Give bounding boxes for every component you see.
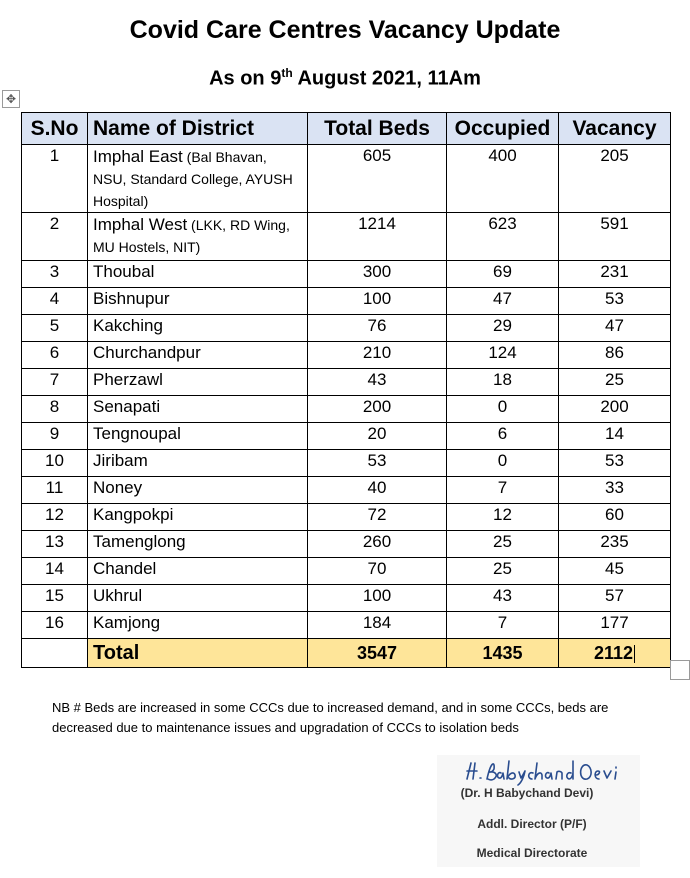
cell-sno: 9 xyxy=(22,423,88,450)
cell-district xyxy=(88,558,308,585)
cell-district xyxy=(88,288,308,315)
subtitle-prefix: As on 9 xyxy=(209,67,282,90)
cell-occupied: 25 xyxy=(447,558,559,585)
cell-vacancy: 53 xyxy=(559,450,671,477)
table-row xyxy=(22,396,671,423)
district-name: Tengnoupal xyxy=(93,424,181,443)
cell-district xyxy=(88,315,308,342)
cell-total-beds: 184 xyxy=(308,612,447,639)
district-name: Ukhrul xyxy=(93,586,143,605)
district-name: Thoubal xyxy=(93,262,155,281)
cell-vacancy: 200 xyxy=(559,396,671,423)
cell-district xyxy=(88,477,308,504)
cell-total-beds: 100 xyxy=(308,585,447,612)
district-name: Jiribam xyxy=(93,451,148,470)
table-row xyxy=(22,504,671,531)
cell-vacancy: 60 xyxy=(559,504,671,531)
cell-sno: 7 xyxy=(22,369,88,396)
header-vacancy: Vacancy xyxy=(559,113,671,145)
cell-sno: 14 xyxy=(22,558,88,585)
cell-vacancy: 591 xyxy=(559,213,671,261)
cell-sno: 15 xyxy=(22,585,88,612)
cell-occupied-sum xyxy=(447,639,559,668)
document-title: Covid Care Centres Vacancy Update xyxy=(129,16,561,44)
cell-occupied: 400 xyxy=(447,145,559,213)
district-name: Imphal East xyxy=(93,147,183,166)
cell-sno: 6 xyxy=(22,342,88,369)
cell-vacancy: 235 xyxy=(559,531,671,558)
cell-total-beds: 210 xyxy=(308,342,447,369)
signature-block xyxy=(437,755,640,867)
cell-district xyxy=(88,261,308,288)
district-name: Noney xyxy=(93,478,143,497)
cell-occupied: 12 xyxy=(447,504,559,531)
cell-total-beds: 1214 xyxy=(308,213,447,261)
cell-total-beds: 40 xyxy=(308,477,447,504)
cell-vacancy: 33 xyxy=(559,477,671,504)
signatory-name: (Dr. H Babychand Devi) xyxy=(460,786,594,800)
cell-occupied: 18 xyxy=(447,369,559,396)
subtitle-suffix: August 2021, 11Am xyxy=(292,67,481,90)
cell-sno: 2 xyxy=(22,213,88,261)
cell-district xyxy=(88,369,308,396)
document-subtitle xyxy=(0,66,690,91)
cell-occupied: 0 xyxy=(447,450,559,477)
cell-total-beds: 70 xyxy=(308,558,447,585)
cell-occupied-sum-text: 1435 xyxy=(482,643,523,663)
cell-total-beds: 20 xyxy=(308,423,447,450)
cell-total-beds: 300 xyxy=(308,261,447,288)
table-row xyxy=(22,145,671,213)
district-name: Kangpokpi xyxy=(93,505,174,524)
cell-occupied: 7 xyxy=(447,477,559,504)
district-name: Tamenglong xyxy=(93,532,186,551)
cell-vacancy: 231 xyxy=(559,261,671,288)
header-sno: S.No xyxy=(22,113,88,145)
signatory-designation: Addl. Director (P/F) xyxy=(477,817,587,831)
cell-district xyxy=(88,585,308,612)
handwritten-signature xyxy=(461,757,636,787)
cell-occupied: 47 xyxy=(447,288,559,315)
table-row xyxy=(22,315,671,342)
cell-total-beds: 260 xyxy=(308,531,447,558)
cell-occupied: 29 xyxy=(447,315,559,342)
table-row xyxy=(22,450,671,477)
district-name: Chandel xyxy=(93,559,157,578)
table-header-row xyxy=(22,113,671,145)
cell-vacancy: 45 xyxy=(559,558,671,585)
cell-total-beds: 100 xyxy=(308,288,447,315)
vacancy-table xyxy=(21,112,671,668)
table-row xyxy=(22,213,671,261)
cell-occupied: 25 xyxy=(447,531,559,558)
table-row xyxy=(22,423,671,450)
table-row xyxy=(22,288,671,315)
cell-sno: 16 xyxy=(22,612,88,639)
table-row xyxy=(22,369,671,396)
cell-total-beds: 53 xyxy=(308,450,447,477)
header-occupied: Occupied xyxy=(447,113,559,145)
cell-vacancy-sum-text: 2112 xyxy=(593,643,634,663)
cell-sno: 8 xyxy=(22,396,88,423)
cell-sno: 5 xyxy=(22,315,88,342)
cell-vacancy: 47 xyxy=(559,315,671,342)
cell-total-beds: 43 xyxy=(308,369,447,396)
district-name: Bishnupur xyxy=(93,289,170,308)
cell-occupied: 0 xyxy=(447,396,559,423)
cell-vacancy: 53 xyxy=(559,288,671,315)
table-row xyxy=(22,585,671,612)
table-row xyxy=(22,558,671,585)
cell-sno: 13 xyxy=(22,531,88,558)
district-centres: (Bal Bhavan, NSU, Standard College, AYUSH Hospital) xyxy=(93,149,293,209)
cell-district xyxy=(88,213,308,261)
header-district: Name of District xyxy=(88,113,308,145)
district-name: Pherzawl xyxy=(93,370,163,389)
table-row xyxy=(22,261,671,288)
cell-vacancy: 25 xyxy=(559,369,671,396)
cell-occupied: 6 xyxy=(447,423,559,450)
district-name: Senapati xyxy=(93,397,161,416)
move-arrows-icon[interactable]: ✥ xyxy=(2,90,20,108)
cell-district xyxy=(88,504,308,531)
cell-district xyxy=(88,342,308,369)
cell-sno: 1 xyxy=(22,145,88,213)
table-row xyxy=(22,531,671,558)
cell-sno: 10 xyxy=(22,450,88,477)
signatory-office: Medical Directorate xyxy=(476,846,588,860)
cell-total-label xyxy=(88,639,308,668)
cell-occupied: 7 xyxy=(447,612,559,639)
cell-total-beds: 76 xyxy=(308,315,447,342)
table-body xyxy=(22,145,671,668)
cell-total-beds: 605 xyxy=(308,145,447,213)
district-name: Imphal West xyxy=(93,215,188,234)
district-centres: (LKK, RD Wing, MU Hostels, NIT) xyxy=(93,217,290,255)
district-name: Kamjong xyxy=(93,613,161,632)
cell-vacancy: 14 xyxy=(559,423,671,450)
cell-sno: 4 xyxy=(22,288,88,315)
cell-district xyxy=(88,450,308,477)
table-row xyxy=(22,342,671,369)
cell-occupied: 69 xyxy=(447,261,559,288)
cell-total-beds-sum-text: 3547 xyxy=(356,643,398,663)
cell-vacancy: 177 xyxy=(559,612,671,639)
cell-occupied: 43 xyxy=(447,585,559,612)
cell-sno: 12 xyxy=(22,504,88,531)
cell-district xyxy=(88,612,308,639)
table-row xyxy=(22,477,671,504)
district-name: Churchandpur xyxy=(93,343,201,362)
cell-total-label-text: Total xyxy=(93,642,140,664)
total-row xyxy=(22,639,671,668)
cell-district xyxy=(88,145,308,213)
cell-district xyxy=(88,396,308,423)
cell-vacancy: 205 xyxy=(559,145,671,213)
cell-district xyxy=(88,531,308,558)
cell-total-beds-sum xyxy=(308,639,447,668)
cell-total-blank xyxy=(22,639,88,668)
header-total-beds: Total Beds xyxy=(308,113,447,145)
cell-vacancy: 57 xyxy=(559,585,671,612)
cell-total-beds: 200 xyxy=(308,396,447,423)
cell-occupied: 124 xyxy=(447,342,559,369)
cell-sno: 3 xyxy=(22,261,88,288)
district-name: Kakching xyxy=(93,316,163,335)
table-row xyxy=(22,612,671,639)
resize-square-icon[interactable] xyxy=(670,660,690,680)
cell-total-beds: 72 xyxy=(308,504,447,531)
cell-district xyxy=(88,423,308,450)
cell-vacancy-sum xyxy=(559,639,671,668)
cell-occupied: 623 xyxy=(447,213,559,261)
note-text: NB # Beds are increased in some CCCs due to increased demand, and in some CCCs, beds are decreased due to maintenance issues and upgradation of CCCs to isolation beds xyxy=(52,700,609,735)
cell-vacancy: 86 xyxy=(559,342,671,369)
text-cursor xyxy=(634,645,635,663)
cell-sno: 11 xyxy=(22,477,88,504)
subtitle-sup: th xyxy=(281,66,293,80)
